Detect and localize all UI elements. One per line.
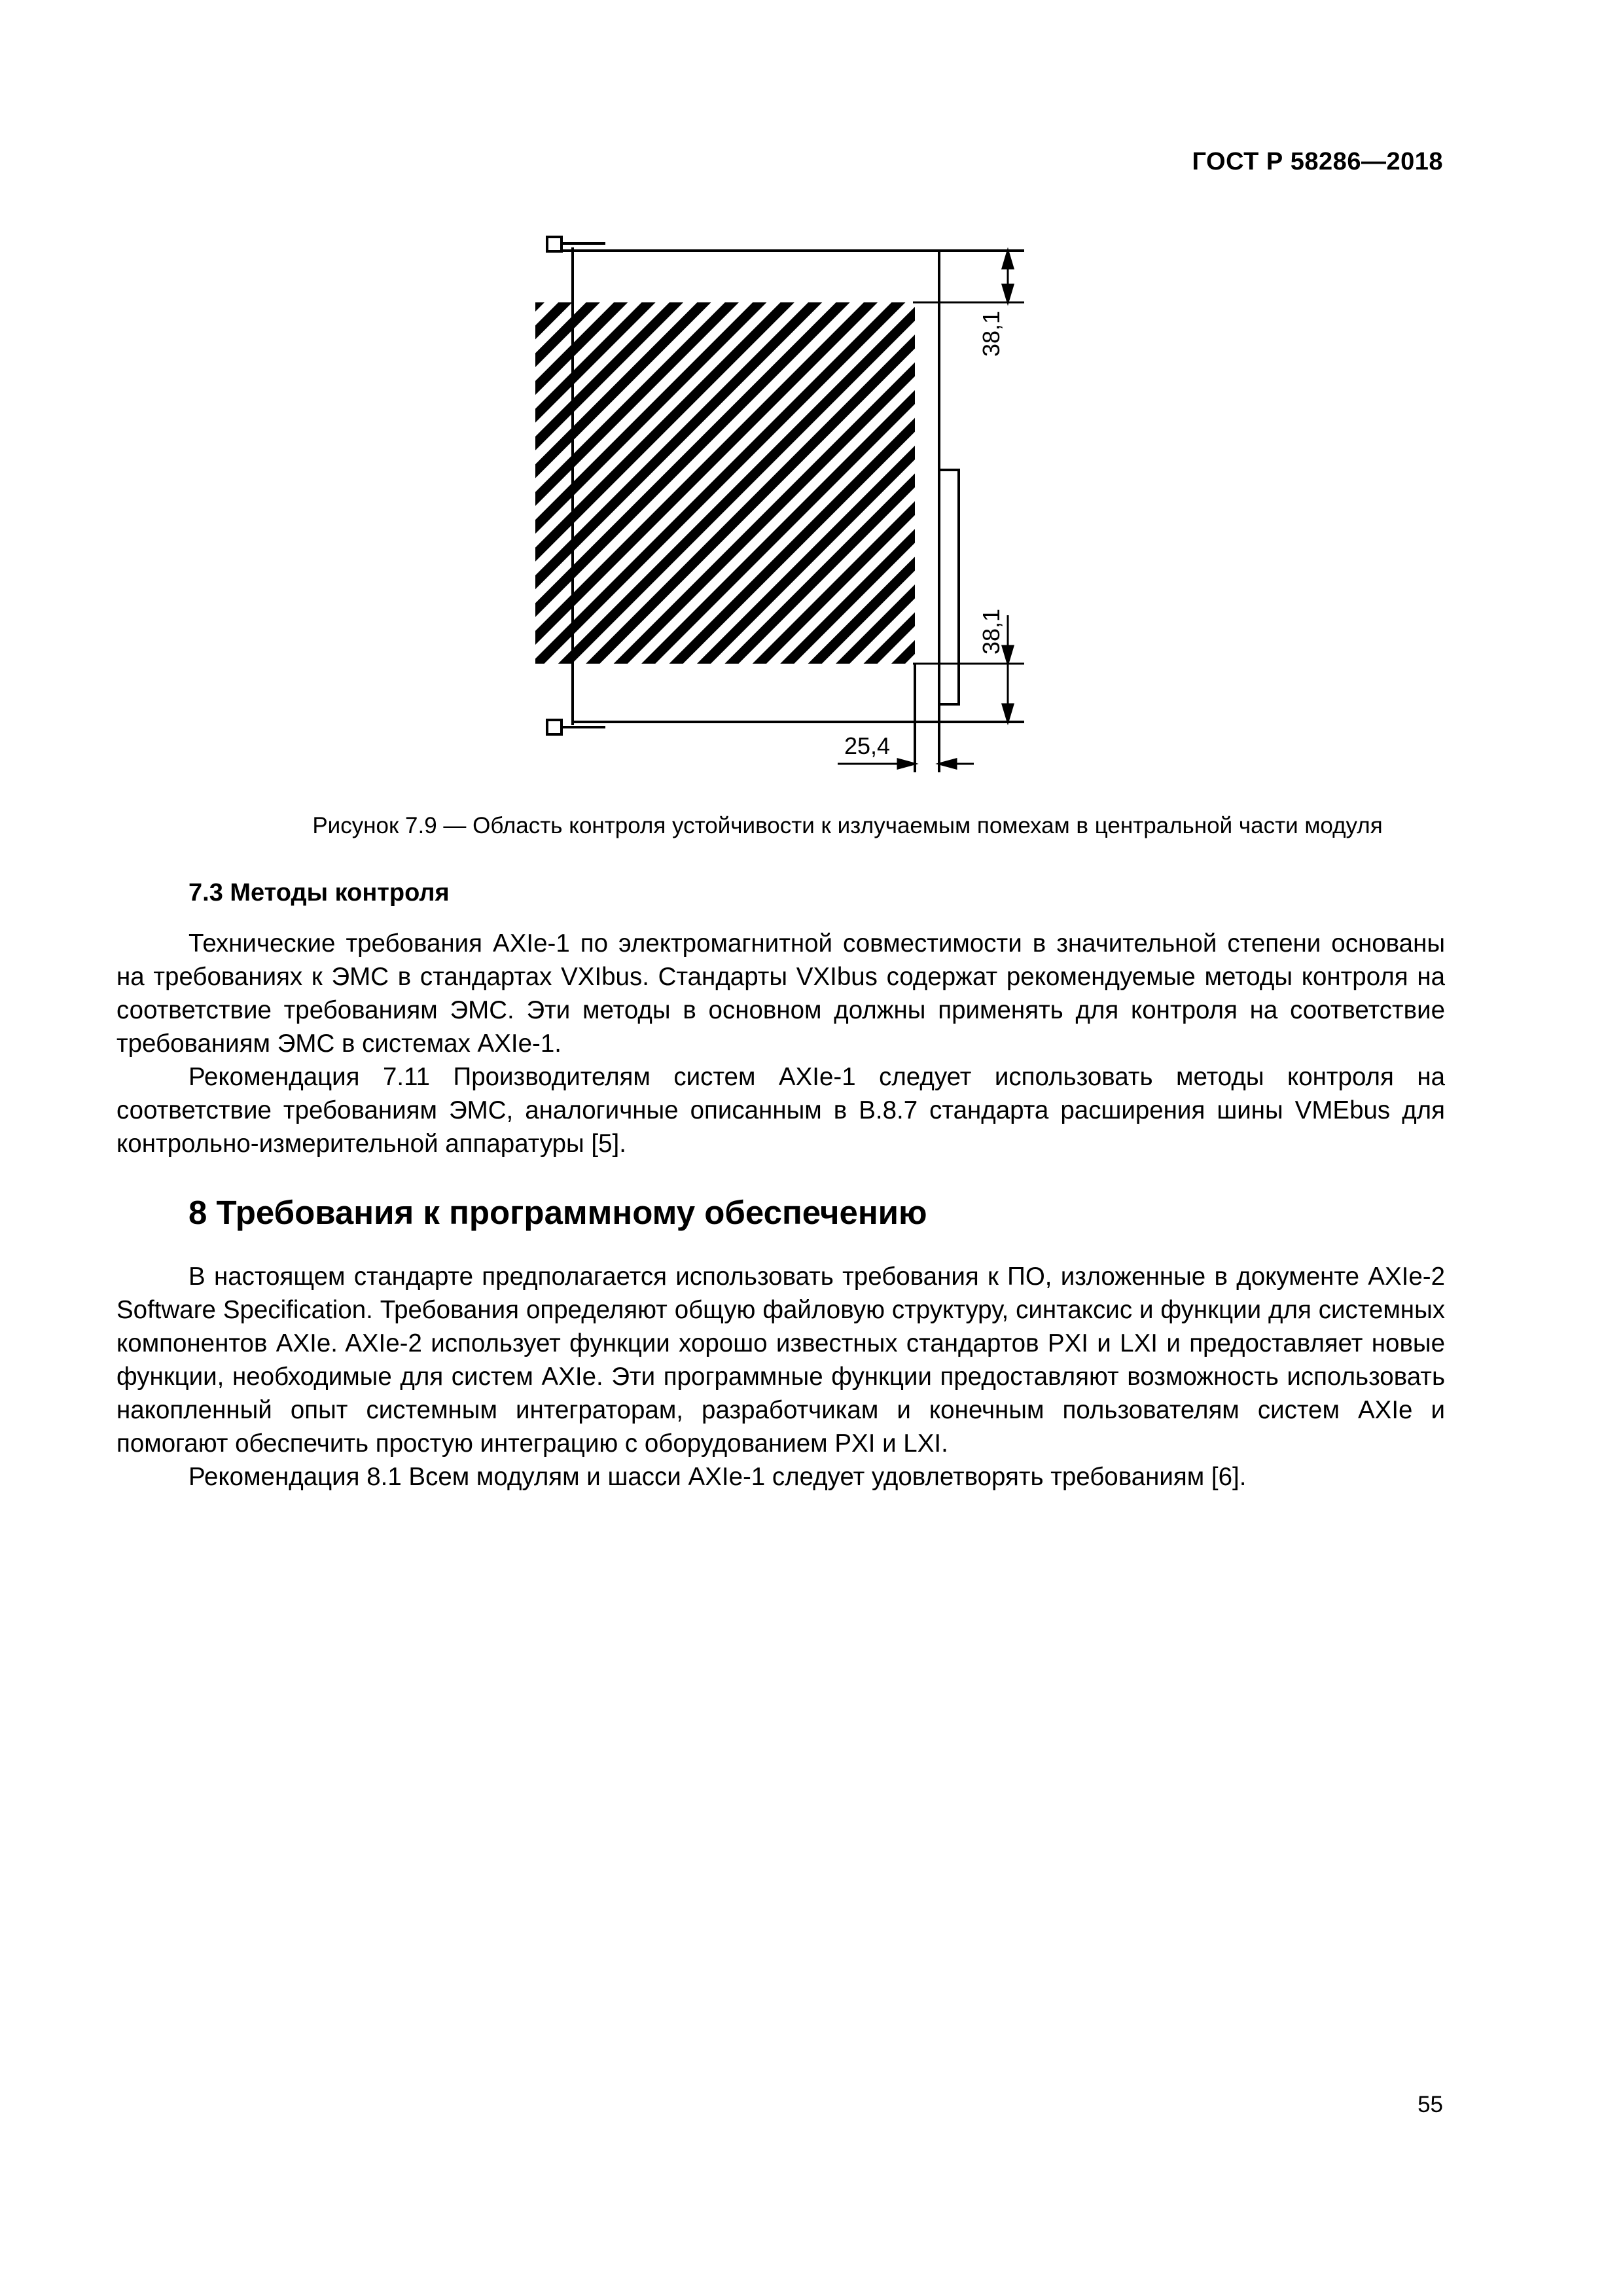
section-7-3-paragraph-2: Рекомендация 7.11 Производителям систем AXIe-1 следует использовать методы контроля на соответствие требованиям ЭМС, аналогичные описанным в В.8.7 стандарта расширения шины VMEbus для контрольно-измерительной аппаратуры [5]. [116,1063,1445,1158]
section-7-3-paragraph-1: Технические требования AXIe-1 по электромагнитной совместимости в значительной степени основаны на требованиях к ЭМС в стандартах VXIbus. Стандарты VXIbus содержат рекомендуемые методы контроля на соответствие требованиям ЭМС. Эти методы в основном должны применять для контроля на соответствие требованиям ЭМС в системах AXIe-1. [116,929,1445,1058]
dimension-bottom-label: 38,1 [978,608,1005,655]
dimension-top [913,251,1024,302]
dimension-top-label: 38,1 [978,310,1005,357]
dimension-bottom [913,615,1024,722]
dimension-horizontal [838,759,974,768]
section-8-paragraph-2: Рекомендация 8.1 Всем модулям и шасси AXIe-1 следует удовлетворять требованиям [6]. [188,1463,1247,1491]
section-7-3-title: 7.3 Методы контроля [188,879,450,906]
section-8-title: 8 Требования к программному обеспечению [188,1194,927,1231]
dimension-horizontal-label: 25,4 [844,732,891,759]
hatched-control-area [535,302,915,664]
emc-control-area-diagram [0,0,1623,805]
top-connector [547,237,605,251]
figure-caption: Рисунок 7.9 — Область контроля устойчивости к излучаемым помехам в центральной части модуля [312,813,1383,838]
section-8-paragraph-1: В настоящем стандарте предполагается использовать требования к ПО, изложенные в документе AXIe-2 Software Specification. Требования определяют общую файловую структуру, синтаксис и функции для системных компонентов AXIe. AXIe-2 использует функции хорошо известных стандартов PXI и LXI и предоставляет новые функции, необходимые для систем AXIe. Эти программные функции предоставляют возможность использовать накопленный опыт системным интеграторам, разработчикам и конечным пользователям систем AXIe и помогают обеспечить простую интеграцию с оборудованием PXI и LXI. [116,1263,1445,1458]
document-id-header: ГОСТ Р 58286—2018 [1192,148,1443,175]
page-number: 55 [1418,2092,1443,2117]
